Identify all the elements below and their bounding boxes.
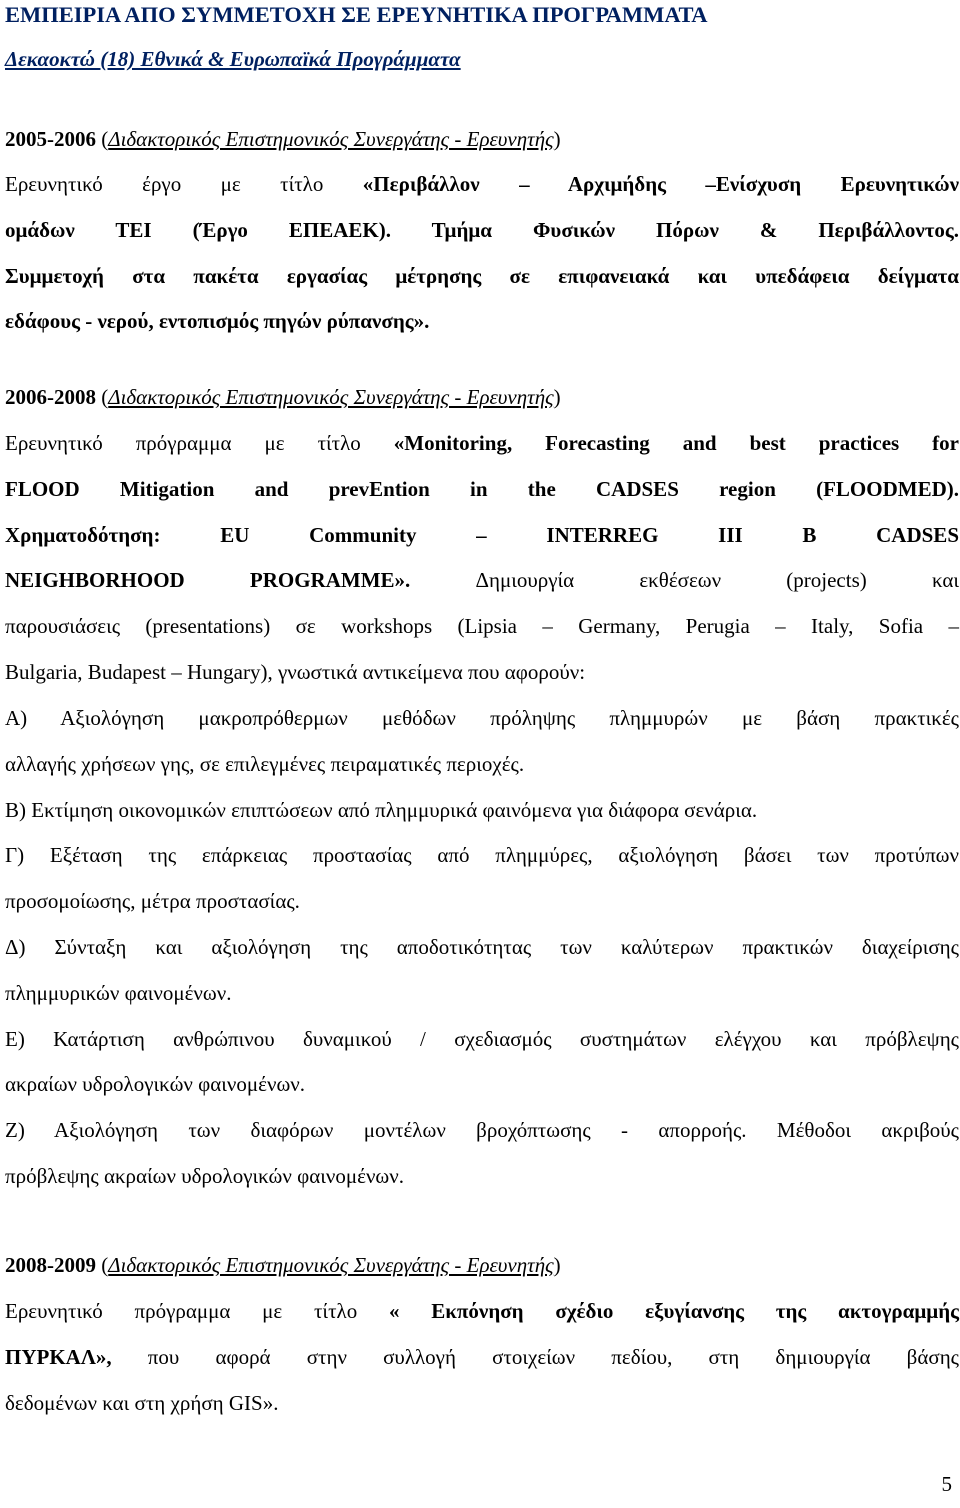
entry3-header: 2008-2009 (Διδακτορικός Επιστημονικός Συνεργάτης - Ερευνητής) — [5, 1253, 561, 1277]
entry2-line2: FLOOD Mitigation and prevEntion in the CADSES region (FLOODMED). — [5, 477, 959, 501]
entry2-item-d-line1: Δ) Σύνταξη και αξιολόγηση της αποδοτικότητας των καλύτερων πρακτικών διαχείρισης — [5, 935, 959, 959]
entry1-line2: ομάδων ΤΕΙ (Έργο ΕΠΕΑΕΚ). Τμήμα Φυσικών Πόρων & Περιβάλλοντος. — [5, 218, 959, 242]
entry2-line1 — [5, 431, 959, 455]
entry2-item-d-line2: πλημμυρικών φαινομένων. — [5, 981, 232, 1005]
entry1-role: Διδακτορικός Επιστημονικός Συνεργάτης - Ερευνητής — [108, 127, 554, 151]
entry1-header: 2005-2006 (Διδακτορικός Επιστημονικός Συνεργάτης - Ερευνητής) — [5, 127, 561, 151]
entry3-line1-intro: Ερευνητικό πρόγραμμα με τίτλο — [5, 1299, 389, 1323]
entry1-line4: εδάφους - νερού, εντοπισμός πηγών ρύπανσης». — [5, 309, 430, 333]
entry2-item-a-line1: Α) Αξιολόγηση μακροπρόθερμων μεθόδων πρόληψης πλημμυρών με βάση πρακτικές — [5, 706, 959, 730]
entry2-period: 2006-2008 — [5, 385, 96, 409]
entry2-item-z-line2: πρόβλεψης ακραίων υδρολογικών φαινομένων. — [5, 1164, 404, 1188]
entry2-item-e-line2: ακραίων υδρολογικών φαινομένων. — [5, 1072, 306, 1096]
entry2-line6: Bulgaria, Budapest – Hungary), γνωστικά αντικείμενα που αφορούν: — [5, 660, 586, 684]
entry2-item-c-line2: προσομοίωσης, μέτρα προστασίας. — [5, 889, 300, 913]
entry2-header: 2006-2008 (Διδακτορικός Επιστημονικός Συνεργάτης - Ερευνητής) — [5, 385, 561, 409]
page-number: 5 — [941, 1472, 952, 1496]
entry1-line1-title: «Περιβάλλον – Αρχιμήδης –Ενίσχυση Ερευνητικών — [362, 172, 960, 196]
entry2-item-e-line1: Ε) Κατάρτιση ανθρώπινου δυναμικού / σχεδιασμός συστημάτων ελέγχου και πρόβλεψης — [5, 1027, 959, 1051]
entry2-role: Διδακτορικός Επιστημονικός Συνεργάτης - Ερευνητής — [108, 385, 554, 409]
section-subtitle: Δεκαοκτώ (18) Εθνικά & Ευρωπαϊκά Προγράμματα — [5, 47, 461, 71]
entry2-item-b: Β) Εκτίμηση οικονομικών επιπτώσεων από πλημμυρικά φαινόμενα για διάφορα σενάρια. — [5, 798, 758, 822]
entry2-line3: Χρηματοδότηση: EU Community – INTERREG III B CADSES — [5, 523, 959, 547]
entry1-period: 2005-2006 — [5, 127, 96, 151]
entry1-line1 — [5, 172, 959, 196]
section-title: ΕΜΠΕΙΡΙΑ ΑΠΟ ΣΥΜΜΕΤΟΧΗ ΣΕ ΕΡΕΥΝΗΤΙΚΑ ΠΡΟΓΡΑΜΜΑΤΑ — [5, 2, 708, 27]
entry2-line5: παρουσιάσεις (presentations) σε workshops (Lipsia – Germany, Perugia – Italy, Sofia – — [5, 614, 959, 638]
entry2-line1-title: «Monitoring, Forecasting and best practices for — [393, 431, 959, 455]
entry2-item-a-line2: αλλαγής χρήσεων γης, σε επιλεγμένες πειραματικές περιοχές. — [5, 752, 525, 776]
entry3-role: Διδακτορικός Επιστημονικός Συνεργάτης - Ερευνητής — [108, 1253, 554, 1277]
entry1-line3: Συμμετοχή στα πακέτα εργασίας μέτρησης σε επιφανειακά και υπεδάφεια δείγματα — [5, 264, 959, 288]
entry2-line4-bold: NEIGHBORHOOD PROGRAMME». — [5, 568, 411, 592]
entry3-line2 — [5, 1345, 959, 1369]
entry2-item-z-line1: Ζ) Αξιολόγηση των διαφόρων μοντέλων βροχόπτωσης - απορροής. Μέθοδοι ακριβούς — [5, 1118, 959, 1142]
entry2-line4 — [5, 568, 959, 592]
entry3-period: 2008-2009 — [5, 1253, 96, 1277]
entry1-line1-intro: Ερευνητικό έργο με τίτλο — [5, 172, 363, 196]
entry3-line1 — [5, 1299, 959, 1323]
entry3-line3: δεδομένων και στη χρήση GIS». — [5, 1391, 279, 1415]
entry2-line4-rest: Δημιουργία εκθέσεων (projects) και — [410, 568, 959, 592]
entry3-line2-bold: ΠΥΡΚΑΛ», — [5, 1345, 112, 1369]
entry3-line2-rest: που αφορά στην συλλογή στοιχείων πεδίου, στη δημιουργία βάσης — [111, 1345, 959, 1369]
entry3-line1-title: « Εκπόνηση σχέδιο εξυγίανσης της ακτογραμμής — [388, 1299, 959, 1323]
entry2-line1-intro: Ερευνητικό πρόγραμμα με τίτλο — [5, 431, 394, 455]
entry2-item-c-line1: Γ) Εξέταση της επάρκειας προστασίας από πλημμύρες, αξιολόγηση βάσει των προτύπων — [5, 843, 959, 867]
